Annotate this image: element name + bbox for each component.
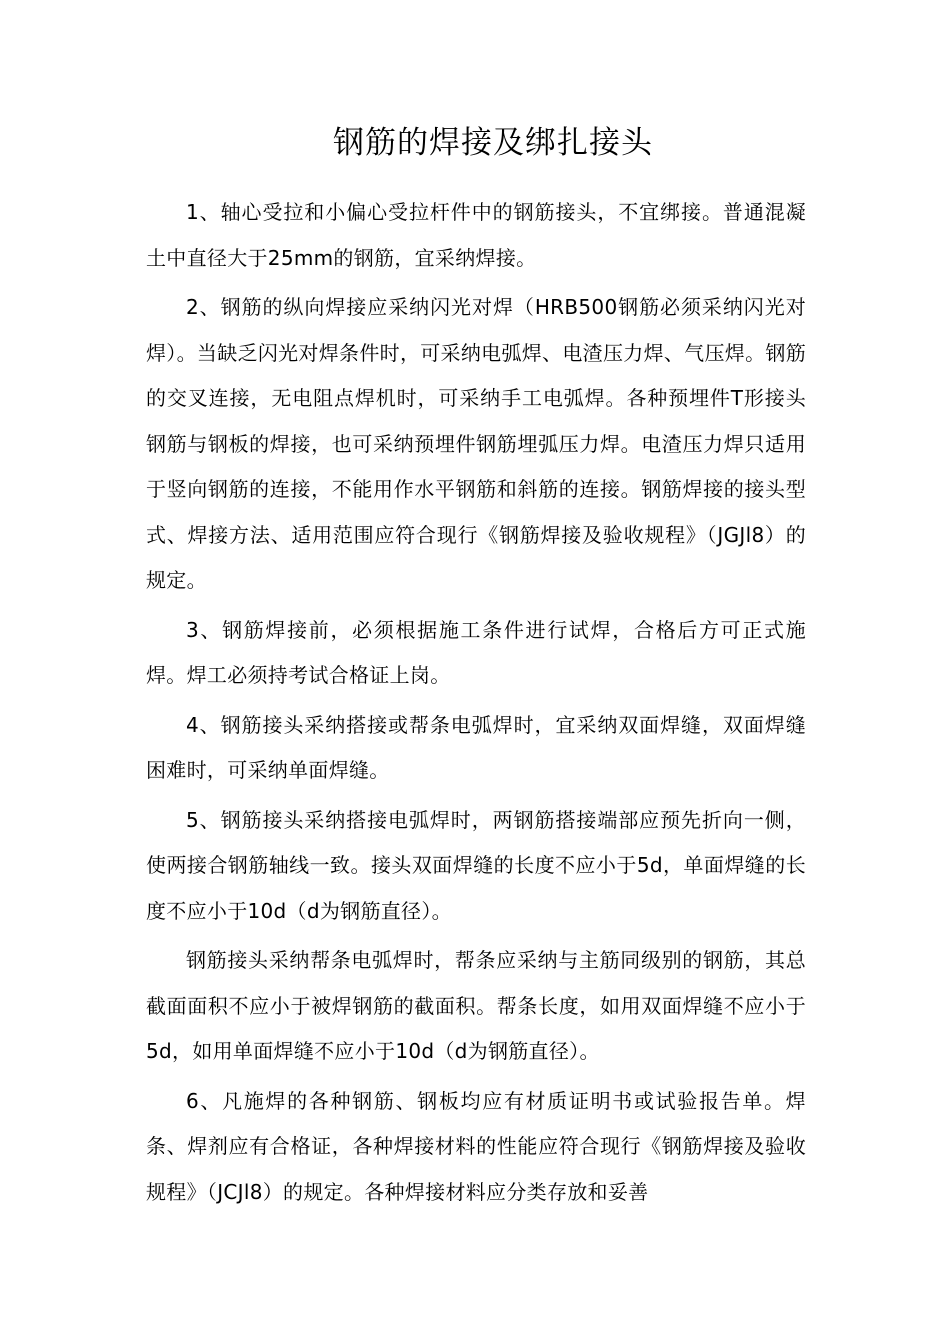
paragraph-1: 1、轴心受拉和小偏心受拉杆件中的钢筋接头，不宜绑接。普通混凝土中直径大于25mm的钢筋，宜采纳焊接。 [146, 200, 806, 270]
paragraph-6: 6、凡施焊的各种钢筋、钢板均应有材质证明书或试验报告单。焊条、焊剂应有合格证，各种焊接材料的性能应符合现行《钢筋焊接及验收规程》（JCJl8）的规定。各种焊接材料应分类存放和妥善 [146, 1088, 806, 1204]
paragraph-4: 4、钢筋接头采纳搭接或帮条电弧焊时，宜采纳双面焊缝，双面焊缝困难时，可采纳单面焊缝。 [146, 712, 806, 782]
document-page [146, 118, 806, 1219]
paragraph-5-continued: 钢筋接头采纳帮条电弧焊时，帮条应采纳与主筋同级别的钢筋，其总截面面积不应小于被焊钢筋的截面积。帮条长度，如用双面焊缝不应小于5d，如用单面焊缝不应小于10d（d为钢筋直径）。 [146, 948, 806, 1063]
document-title: 钢筋的焊接及绑扎接头 [333, 125, 653, 161]
paragraph-2: 2、钢筋的纵向焊接应采纳闪光对焊（HRB500钢筋必须采纳闪光对焊）。当缺乏闪光对焊条件时，可采纳电弧焊、电渣压力焊、气压焊。钢筋的交叉连接，无电阻点焊机时，可采纳手工电弧焊。各种预埋件T形接头钢筋与钢板的焊接，也可采纳预埋件钢筋埋弧压力焊。电渣压力焊只适用于竖向钢筋的连接，不能用作水平钢筋和斜筋的连接。钢筋焊接的接头型式、焊接方法、适用范围应符合现行《钢筋焊接及验收规程》（JGJl8）的规定。 [146, 295, 806, 592]
paragraph-5: 5、钢筋接头采纳搭接电弧焊时，两钢筋搭接端部应预先折向一侧，使两接合钢筋轴线一致。接头双面焊缝的长度不应小于5d，单面焊缝的长度不应小于10d（d为钢筋直径）。 [146, 807, 806, 923]
paragraph-3: 3、钢筋焊接前，必须根据施工条件进行试焊，合格后方可正式施焊。焊工必须持考试合格证上岗。 [146, 617, 806, 687]
